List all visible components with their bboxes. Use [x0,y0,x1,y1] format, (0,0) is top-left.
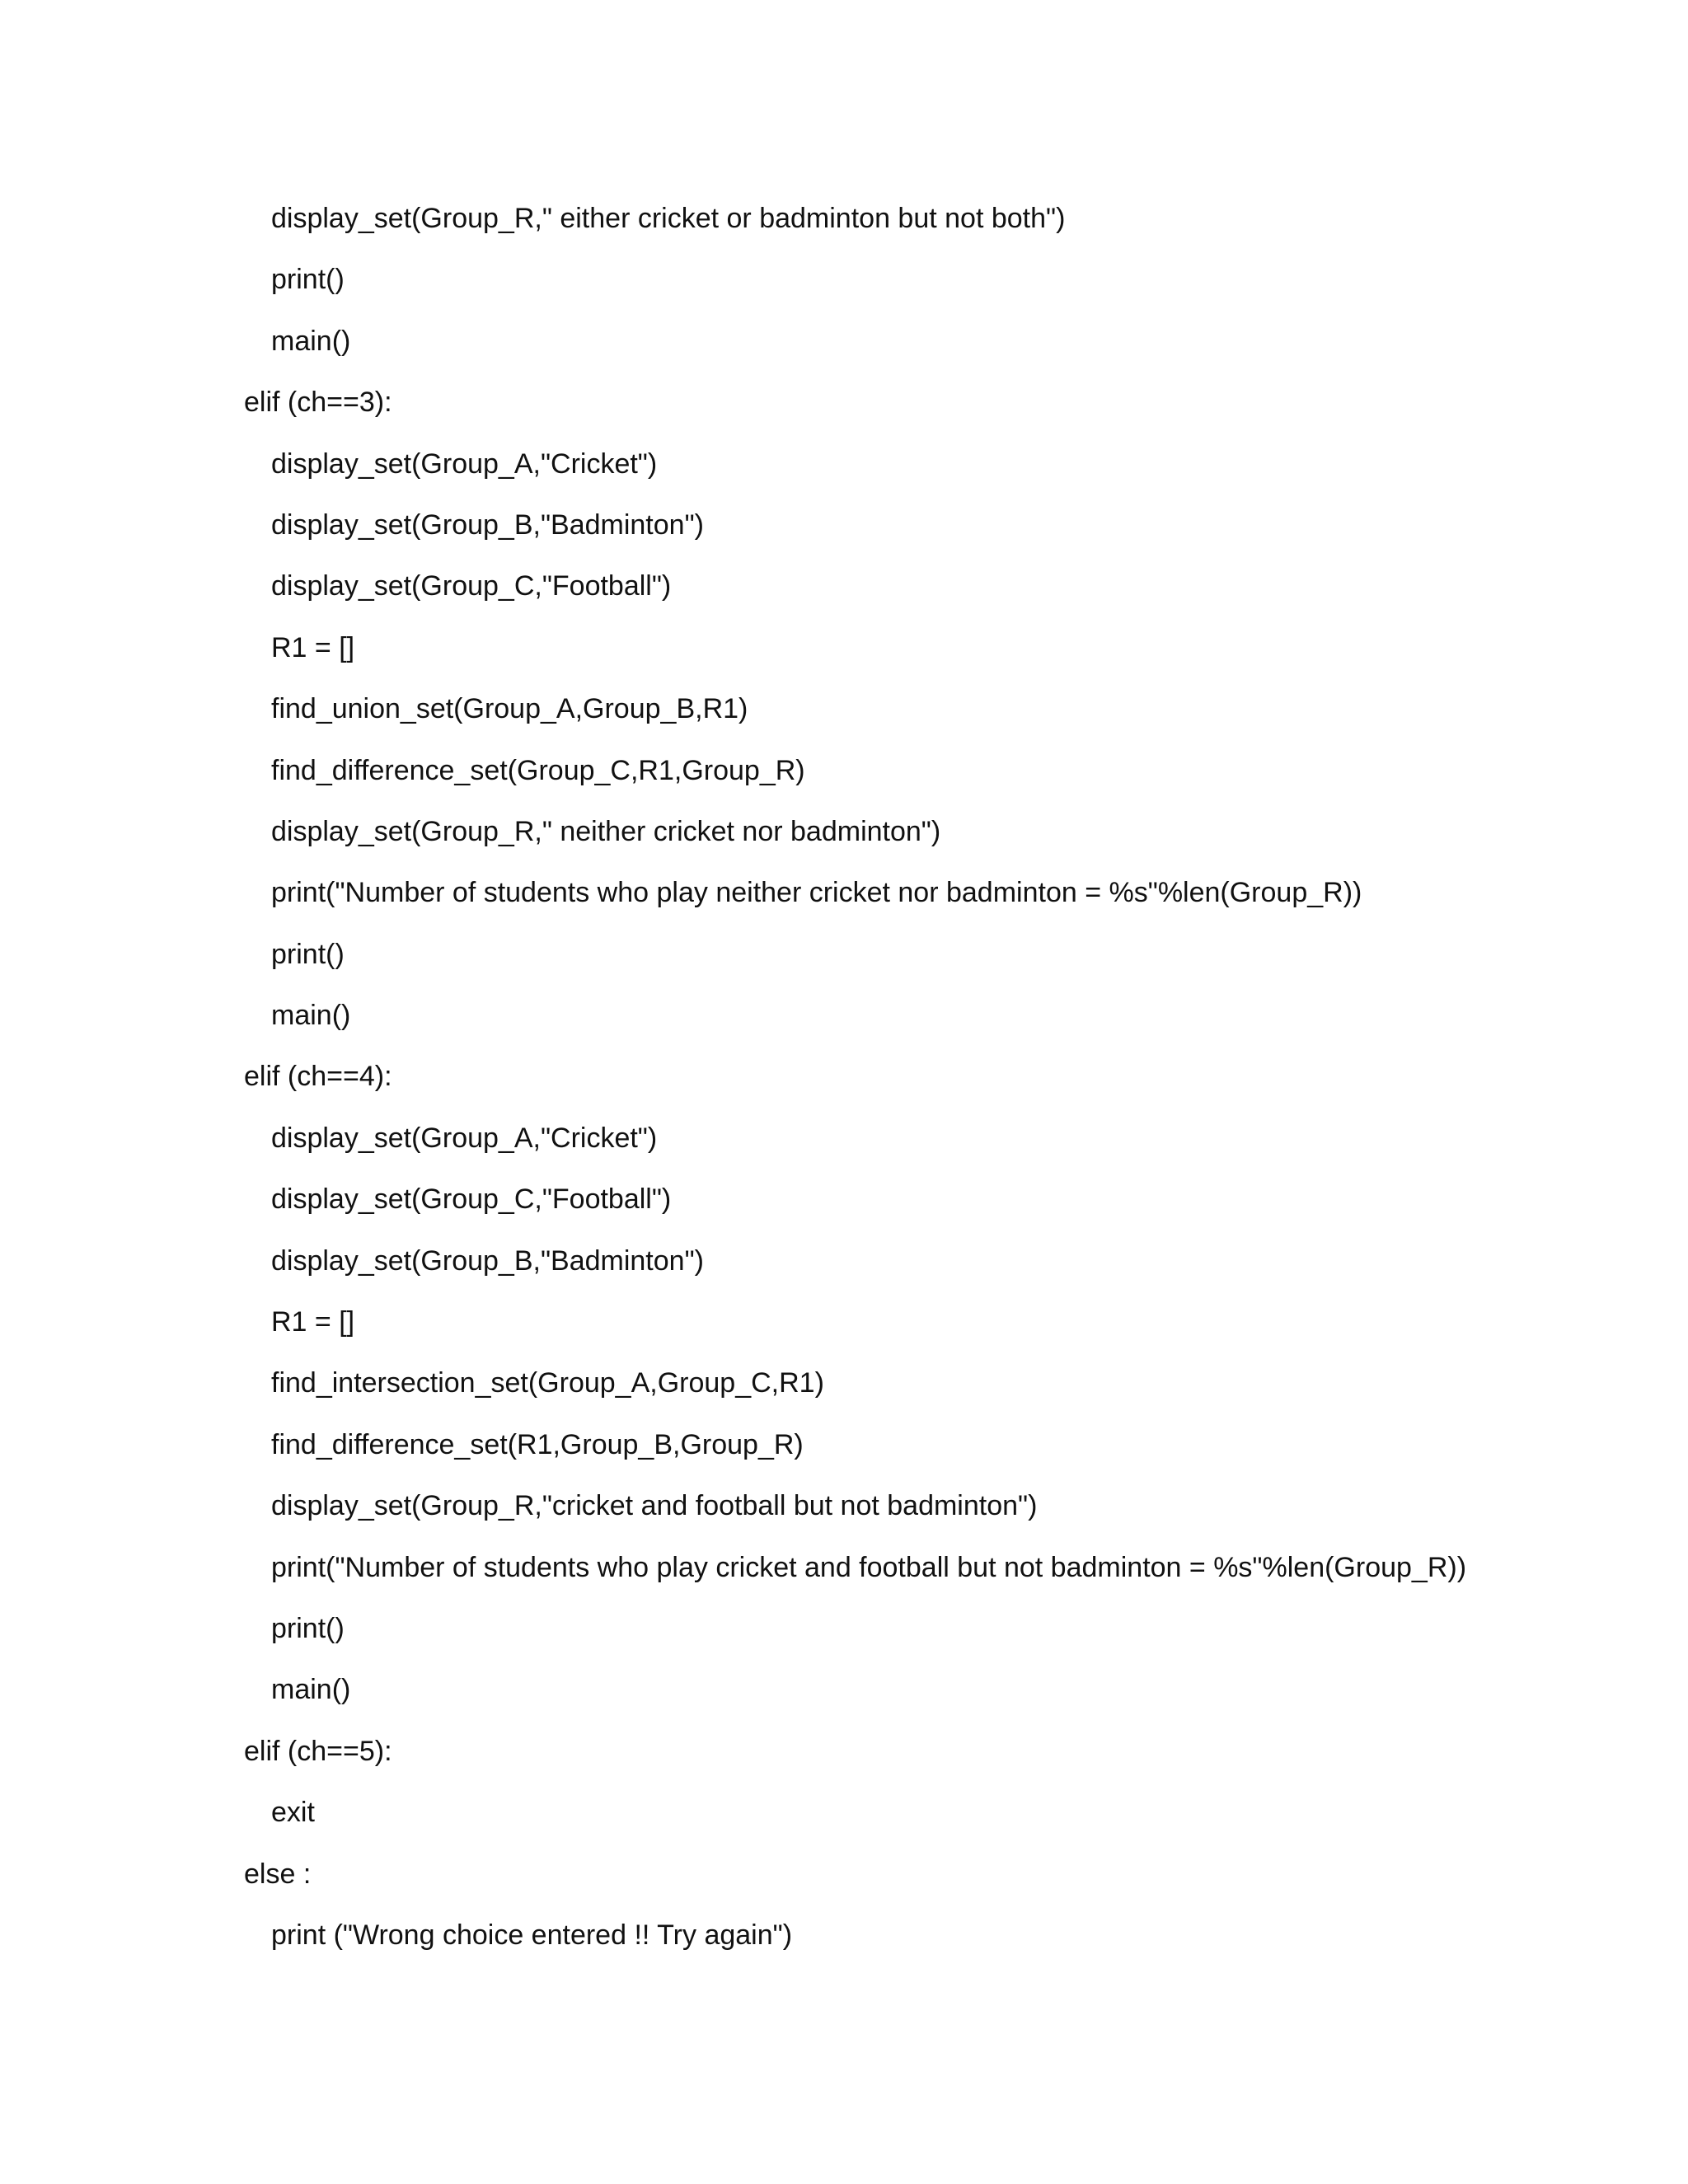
code-line: exit [271,1797,315,1829]
code-line: main() [271,1674,351,1706]
code-line: display_set(Group_R," neither cricket nor badminton") [271,815,941,847]
code-line: display_set(Group_B,"Badminton") [271,1244,704,1277]
code-line: elif (ch==4): [244,1061,392,1093]
code-line: elif (ch==5): [244,1735,392,1767]
code-line: find_union_set(Group_A,Group_B,R1) [271,693,748,725]
code-line: display_set(Group_C,"Football") [271,570,672,602]
code-line: find_intersection_set(Group_A,Group_C,R1) [271,1367,824,1399]
code-line: main() [271,1000,351,1032]
code-line: display_set(Group_A,"Cricket") [271,448,658,480]
code-block [0,188,1688,1966]
code-line: print("Number of students who play cricket and football but not badminton = %s"%len(Group_R)) [271,1551,1467,1583]
code-line: R1 = [] [271,1306,355,1338]
code-line: display_set(Group_C,"Football") [271,1183,672,1216]
code-line: display_set(Group_R," either cricket or badminton but not both") [271,203,1066,234]
code-line: display_set(Group_B,"Badminton") [271,509,704,541]
code-line: print ("Wrong choice entered !! Try again") [271,1919,793,1951]
code-line: print() [271,264,345,296]
code-line: find_difference_set(Group_C,R1,Group_R) [271,754,805,786]
code-line: elif (ch==3): [244,387,392,419]
code-line: print("Number of students who play neither cricket nor badminton = %s"%len(Group_R)) [271,877,1362,909]
code-line: print() [271,938,345,970]
code-line: find_difference_set(R1,Group_B,Group_R) [271,1428,804,1460]
code-line: print() [271,1612,345,1644]
code-line: display_set(Group_R,"cricket and football but not badminton") [271,1490,1038,1522]
code-line: else : [244,1858,312,1890]
code-line: R1 = [] [271,631,355,663]
code-line: main() [271,325,351,357]
code-line: display_set(Group_A,"Cricket") [271,1122,658,1154]
